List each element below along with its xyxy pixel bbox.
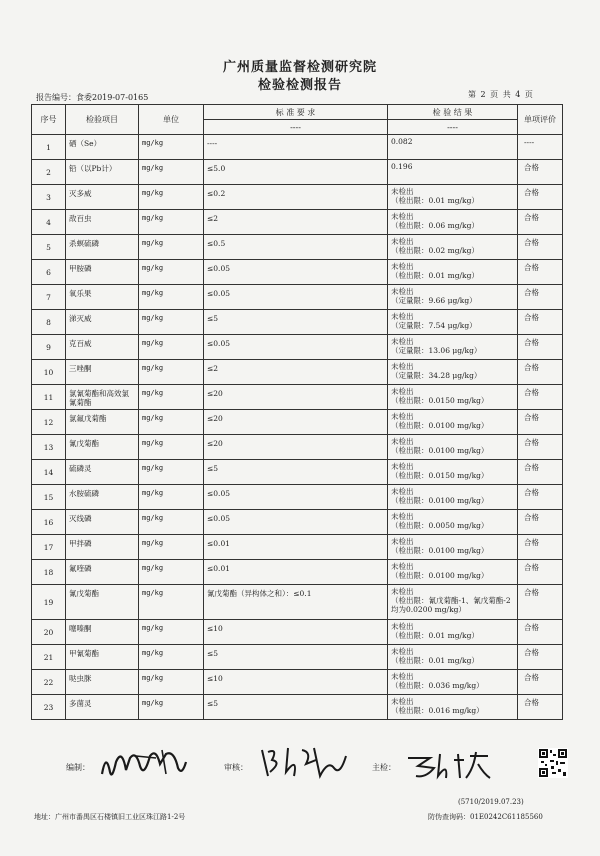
result-limit: （定量限：7.54 μg/kg） xyxy=(391,321,477,330)
row-item: 铅（以Pb计） xyxy=(66,160,139,185)
row-item: 甲拌磷 xyxy=(66,535,139,560)
row-standard: ≤20 xyxy=(204,435,388,460)
row-result xyxy=(388,160,518,185)
row-result xyxy=(388,535,518,560)
header-no: 序号 xyxy=(32,105,66,135)
row-standard: ---- xyxy=(204,135,388,160)
result-status: 未检出 xyxy=(391,312,414,321)
header-standard-sub: ---- xyxy=(204,120,388,135)
row-item: 杀螟硫磷 xyxy=(66,235,139,260)
row-verdict: 合格 xyxy=(518,160,563,185)
result-status: 未检出 xyxy=(391,647,414,656)
row-verdict: 合格 xyxy=(518,620,563,645)
table-row xyxy=(32,670,563,695)
table-row xyxy=(32,310,563,335)
row-unit: mg/kg xyxy=(139,620,204,645)
result-status: 未检出 xyxy=(391,412,414,421)
row-result xyxy=(388,485,518,510)
reviewer-label: 审核： xyxy=(224,763,248,772)
anti-fake-code: 防伪查询码：01E0242C61185560 xyxy=(428,813,543,821)
row-item: 敌百虫 xyxy=(66,210,139,235)
row-result xyxy=(388,285,518,310)
header-item: 检验项目 xyxy=(66,105,139,135)
row-standard: ≤2 xyxy=(204,360,388,385)
address: 地址：广州市番禺区石楼镇旧工业区珠江路1-2号 xyxy=(34,813,186,821)
result-value: 0.082 xyxy=(391,137,413,146)
result-status: 未检出 xyxy=(391,487,414,496)
table-row xyxy=(32,385,563,410)
result-status: 未检出 xyxy=(391,622,414,631)
row-verdict: 合格 xyxy=(518,360,563,385)
report-code: (5710/2019.07.23) xyxy=(458,798,524,806)
result-status: 未检出 xyxy=(391,587,414,596)
row-no: 19 xyxy=(32,585,66,620)
row-standard: ≤5 xyxy=(204,310,388,335)
row-no: 12 xyxy=(32,410,66,435)
row-verdict: 合格 xyxy=(518,310,563,335)
table-row xyxy=(32,460,563,485)
row-item: 硒（Se） xyxy=(66,135,139,160)
result-limit: （检出限：0.01 mg/kg） xyxy=(391,196,479,205)
row-result xyxy=(388,185,518,210)
row-result xyxy=(388,335,518,360)
table-row xyxy=(32,645,563,670)
table-row xyxy=(32,360,563,385)
table-row xyxy=(32,260,563,285)
row-no: 15 xyxy=(32,485,66,510)
row-unit: mg/kg xyxy=(139,235,204,260)
table-row xyxy=(32,335,563,360)
row-result xyxy=(388,510,518,535)
result-status: 未检出 xyxy=(391,672,414,681)
row-result xyxy=(388,385,518,410)
row-standard: ≤0.05 xyxy=(204,485,388,510)
result-status: 未检出 xyxy=(391,237,414,246)
row-standard: ≤0.5 xyxy=(204,235,388,260)
table-row xyxy=(32,585,563,620)
row-result xyxy=(388,645,518,670)
result-limit: （检出限：0.01 mg/kg） xyxy=(391,271,479,280)
result-limit: （检出限：0.02 mg/kg） xyxy=(391,246,479,255)
row-standard: ≤5 xyxy=(204,695,388,720)
result-limit: （检出限：0.01 mg/kg） xyxy=(391,656,479,665)
table-row xyxy=(32,435,563,460)
row-verdict: 合格 xyxy=(518,585,563,620)
row-unit: mg/kg xyxy=(139,485,204,510)
row-unit: mg/kg xyxy=(139,410,204,435)
row-standard: ≤5.0 xyxy=(204,160,388,185)
page-info: 第 2 页 共 4 页 xyxy=(468,90,533,99)
row-item: 灭多威 xyxy=(66,185,139,210)
row-no: 14 xyxy=(32,460,66,485)
row-unit: mg/kg xyxy=(139,695,204,720)
result-status: 未检出 xyxy=(391,262,414,271)
row-no: 9 xyxy=(32,335,66,360)
result-status: 未检出 xyxy=(391,387,414,396)
row-standard: ≤2 xyxy=(204,210,388,235)
row-no: 3 xyxy=(32,185,66,210)
row-verdict: 合格 xyxy=(518,695,563,720)
row-item: 克百威 xyxy=(66,335,139,360)
result-limit: （定量限：13.06 μg/kg） xyxy=(391,346,482,355)
row-unit: mg/kg xyxy=(139,160,204,185)
row-verdict: 合格 xyxy=(518,335,563,360)
row-item: 三唑酮 xyxy=(66,360,139,385)
table-row xyxy=(32,695,563,720)
row-item: 噻嗪酮 xyxy=(66,620,139,645)
row-item: 甲胺磷 xyxy=(66,260,139,285)
row-standard: ≤10 xyxy=(204,620,388,645)
result-limit: （检出限：0.0100 mg/kg） xyxy=(391,496,489,505)
row-result xyxy=(388,670,518,695)
header-result-sub: ---- xyxy=(388,120,518,135)
row-standard: ≤20 xyxy=(204,385,388,410)
row-standard: ≤20 xyxy=(204,410,388,435)
row-unit: mg/kg xyxy=(139,260,204,285)
row-standard: ≤0.2 xyxy=(204,185,388,210)
qr-code xyxy=(538,748,568,778)
row-verdict: 合格 xyxy=(518,535,563,560)
header-verdict: 单项评价 xyxy=(518,105,563,135)
header-result: 检 验 结 果 xyxy=(388,105,518,120)
compiler-signature xyxy=(96,744,188,784)
row-unit: mg/kg xyxy=(139,135,204,160)
result-limit: （检出限：0.06 mg/kg） xyxy=(391,221,479,230)
result-limit: （定量限：34.28 μg/kg） xyxy=(391,371,482,380)
row-item: 氰戊菊酯 xyxy=(66,435,139,460)
result-limit: （检出限：氰戊菊酯-1、氰戊菊酯-2均为0.0200 mg/kg） xyxy=(391,596,511,614)
row-result xyxy=(388,410,518,435)
row-unit: mg/kg xyxy=(139,335,204,360)
row-unit: mg/kg xyxy=(139,310,204,335)
table-row xyxy=(32,235,563,260)
result-status: 未检出 xyxy=(391,337,414,346)
row-unit: mg/kg xyxy=(139,535,204,560)
result-status: 未检出 xyxy=(391,512,414,521)
table-row xyxy=(32,510,563,535)
row-standard: ≤5 xyxy=(204,645,388,670)
result-limit: （检出限：0.0050 mg/kg） xyxy=(391,521,489,530)
row-result xyxy=(388,560,518,585)
row-no: 13 xyxy=(32,435,66,460)
row-verdict: 合格 xyxy=(518,435,563,460)
row-standard: ≤10 xyxy=(204,670,388,695)
row-no: 23 xyxy=(32,695,66,720)
result-status: 未检出 xyxy=(391,287,414,296)
row-verdict: 合格 xyxy=(518,510,563,535)
table-row xyxy=(32,485,563,510)
row-verdict: 合格 xyxy=(518,485,563,510)
row-item: 氯氟戊菊酯 xyxy=(66,410,139,435)
row-verdict: 合格 xyxy=(518,560,563,585)
result-limit: （检出限：0.0100 mg/kg） xyxy=(391,546,489,555)
result-limit: （定量限：9.66 μg/kg） xyxy=(391,296,477,305)
report-title: 检验检测报告 xyxy=(257,78,342,93)
result-status: 未检出 xyxy=(391,437,414,446)
table-row xyxy=(32,620,563,645)
approver-signature xyxy=(404,748,494,784)
row-standard: 氰戊菊酯（异构体之和）：≤0.1 xyxy=(204,585,388,620)
row-item: 氧乐果 xyxy=(66,285,139,310)
row-verdict: 合格 xyxy=(518,185,563,210)
row-no: 16 xyxy=(32,510,66,535)
table-row xyxy=(32,185,563,210)
row-standard: ≤0.05 xyxy=(204,510,388,535)
row-unit: mg/kg xyxy=(139,435,204,460)
row-no: 2 xyxy=(32,160,66,185)
row-result xyxy=(388,210,518,235)
row-no: 21 xyxy=(32,645,66,670)
table-row xyxy=(32,210,563,235)
result-status: 未检出 xyxy=(391,697,414,706)
row-no: 18 xyxy=(32,560,66,585)
row-item: 涕灭威 xyxy=(66,310,139,335)
result-limit: （检出限：0.0100 mg/kg） xyxy=(391,421,489,430)
row-item: 氯氰菊酯和高效氯氰菊酯 xyxy=(66,385,139,410)
row-verdict: 合格 xyxy=(518,385,563,410)
row-result xyxy=(388,360,518,385)
institute-title: 广州质量监督检测研究院 xyxy=(222,60,377,75)
result-status: 未检出 xyxy=(391,187,414,196)
table-row xyxy=(32,535,563,560)
row-verdict: 合格 xyxy=(518,410,563,435)
header-unit: 单位 xyxy=(139,105,204,135)
result-limit: （检出限：0.016 mg/kg） xyxy=(391,706,484,715)
row-no: 1 xyxy=(32,135,66,160)
row-result xyxy=(388,235,518,260)
result-limit: （检出限：0.036 mg/kg） xyxy=(391,681,484,690)
result-limit: （检出限：0.0100 mg/kg） xyxy=(391,571,489,580)
row-standard: ≤0.01 xyxy=(204,535,388,560)
row-item: 甲氰菊酯 xyxy=(66,645,139,670)
row-unit: mg/kg xyxy=(139,360,204,385)
table-row xyxy=(32,135,563,160)
row-no: 7 xyxy=(32,285,66,310)
row-no: 4 xyxy=(32,210,66,235)
row-result xyxy=(388,695,518,720)
row-unit: mg/kg xyxy=(139,670,204,695)
row-standard: ≤0.05 xyxy=(204,335,388,360)
row-result xyxy=(388,620,518,645)
row-item: 硫磷灵 xyxy=(66,460,139,485)
row-verdict: 合格 xyxy=(518,210,563,235)
table-row xyxy=(32,410,563,435)
row-item: 氰戊菊酯 xyxy=(66,585,139,620)
row-verdict: 合格 xyxy=(518,285,563,310)
result-value: 0.196 xyxy=(391,162,413,171)
result-limit: （检出限：0.0150 mg/kg） xyxy=(391,471,489,480)
result-limit: （检出限：0.0150 mg/kg） xyxy=(391,396,489,405)
row-result xyxy=(388,435,518,460)
result-limit: （检出限：0.01 mg/kg） xyxy=(391,631,479,640)
result-limit: （检出限：0.0100 mg/kg） xyxy=(391,446,489,455)
approver-label: 主检： xyxy=(372,763,396,772)
row-unit: mg/kg xyxy=(139,585,204,620)
result-status: 未检出 xyxy=(391,462,414,471)
row-unit: mg/kg xyxy=(139,285,204,310)
row-result xyxy=(388,260,518,285)
row-unit: mg/kg xyxy=(139,185,204,210)
row-no: 22 xyxy=(32,670,66,695)
result-status: 未检出 xyxy=(391,212,414,221)
table-row xyxy=(32,285,563,310)
row-standard: ≤0.01 xyxy=(204,560,388,585)
reviewer-signature xyxy=(258,742,350,782)
row-standard: ≤0.05 xyxy=(204,285,388,310)
table-row xyxy=(32,160,563,185)
row-result xyxy=(388,585,518,620)
report-number: 报告编号：食委2019-07-0165 xyxy=(36,93,149,102)
row-standard: ≤0.05 xyxy=(204,260,388,285)
row-verdict: 合格 xyxy=(518,645,563,670)
row-item: 多菌灵 xyxy=(66,695,139,720)
header-standard: 标 准 要 求 xyxy=(204,105,388,120)
row-item: 水胺硫磷 xyxy=(66,485,139,510)
row-no: 20 xyxy=(32,620,66,645)
row-verdict: ---- xyxy=(518,135,563,160)
row-verdict: 合格 xyxy=(518,460,563,485)
row-no: 6 xyxy=(32,260,66,285)
result-status: 未检出 xyxy=(391,537,414,546)
row-no: 10 xyxy=(32,360,66,385)
result-status: 未检出 xyxy=(391,562,414,571)
row-standard: ≤5 xyxy=(204,460,388,485)
row-verdict: 合格 xyxy=(518,235,563,260)
row-unit: mg/kg xyxy=(139,210,204,235)
row-item: 灭线磷 xyxy=(66,510,139,535)
row-item: 哒虫脒 xyxy=(66,670,139,695)
test-results-table xyxy=(31,104,563,720)
row-result xyxy=(388,310,518,335)
row-unit: mg/kg xyxy=(139,460,204,485)
row-result xyxy=(388,460,518,485)
row-no: 5 xyxy=(32,235,66,260)
row-no: 11 xyxy=(32,385,66,410)
row-item: 氟喹磷 xyxy=(66,560,139,585)
row-verdict: 合格 xyxy=(518,670,563,695)
result-status: 未检出 xyxy=(391,362,414,371)
row-verdict: 合格 xyxy=(518,260,563,285)
row-unit: mg/kg xyxy=(139,385,204,410)
compiler-label: 编制： xyxy=(66,763,90,772)
row-unit: mg/kg xyxy=(139,510,204,535)
row-no: 8 xyxy=(32,310,66,335)
table-row xyxy=(32,560,563,585)
row-unit: mg/kg xyxy=(139,560,204,585)
row-unit: mg/kg xyxy=(139,645,204,670)
row-no: 17 xyxy=(32,535,66,560)
row-result xyxy=(388,135,518,160)
